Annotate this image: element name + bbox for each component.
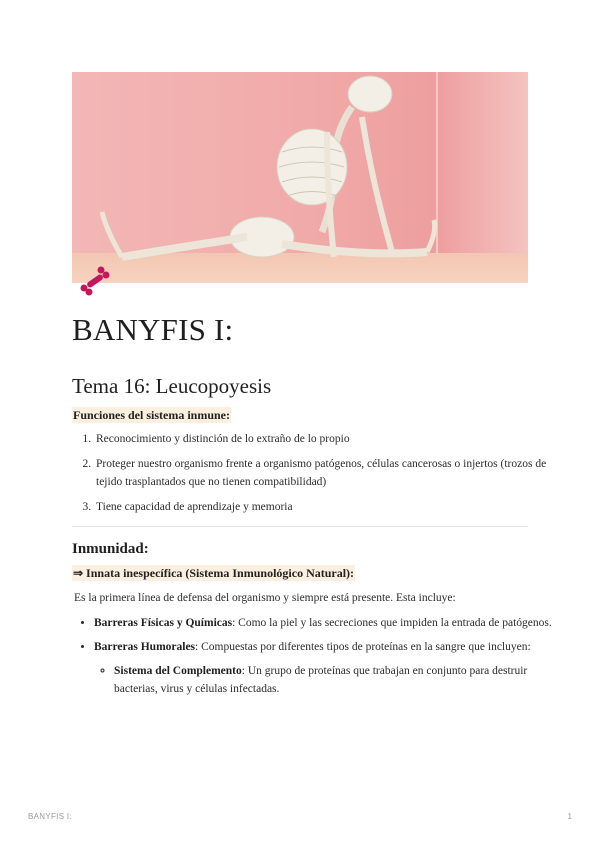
- footer-doc-name: BANYFIS I:: [28, 812, 72, 821]
- barriers-list: [72, 614, 554, 704]
- immunity-heading: Inmunidad:: [72, 541, 149, 557]
- page-title: BANYFIS I:: [72, 312, 234, 347]
- bone-icon: [78, 266, 112, 296]
- definition: : Compuestas por diferentes tipos de proteínas en la sangre que incluyen:: [195, 641, 531, 653]
- term: Barreras Humorales: [94, 641, 196, 653]
- list-item: 1. Reconocimiento y distinción de lo extraño de lo propio: [94, 430, 554, 448]
- topic-heading: Tema 16: Leucopoyesis: [72, 374, 272, 398]
- list-item: [114, 662, 554, 698]
- innate-intro: Es la primera línea de defensa del organismo y siempre está presente. Esta incluye:: [74, 592, 456, 604]
- term: Barreras Físicas y Químicas: [94, 617, 233, 629]
- list-item: 2. Proteger nuestro organismo frente a organismo patógenos, células cancerosas o injertos (trozos de tejido trasplantados que no tienen compatibilidad): [94, 455, 554, 491]
- skeleton-illustration: [72, 72, 528, 283]
- page-number: 1: [567, 812, 572, 821]
- term: Sistema del Complemento: [114, 665, 242, 677]
- definition: : Un grupo de proteínas que trabajan en conjunto para destruir bacterias, virus y células infectadas.: [114, 665, 528, 695]
- sub-list: [94, 662, 554, 698]
- innate-heading: ⇒ Innata inespecífica (Sistema Inmunológico Natural):: [73, 566, 355, 580]
- definition: : Como la piel y las secreciones que impiden la entrada de patógenos.: [232, 617, 552, 629]
- list-item: [94, 614, 554, 632]
- functions-list: [72, 430, 554, 523]
- list-item: 3. Tiene capacidad de aprendizaje y memoria: [94, 498, 554, 516]
- divider: [72, 526, 528, 527]
- functions-heading: Funciones del sistema inmune:: [73, 408, 231, 422]
- cover-image: [72, 72, 528, 283]
- list-item: [94, 638, 554, 698]
